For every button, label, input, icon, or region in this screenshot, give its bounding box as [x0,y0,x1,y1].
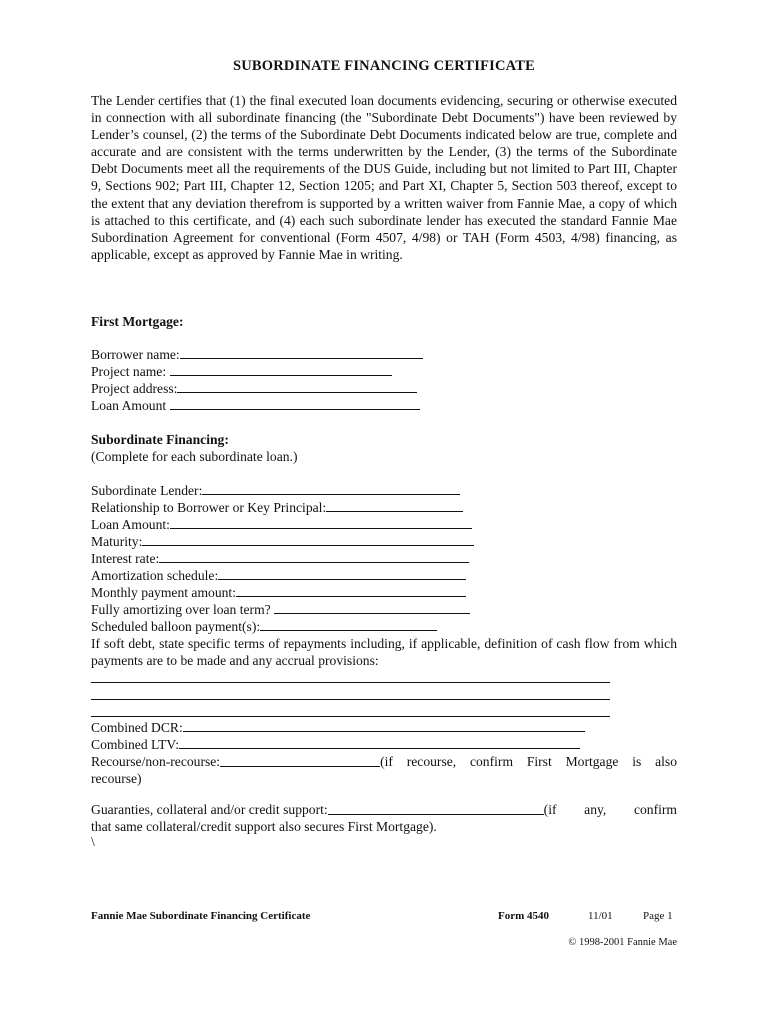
monthly-payment-label: Monthly payment amount: [91,585,236,600]
footer-copyright: © 1998-2001 Fannie Mae [568,937,677,948]
certification-paragraph: The Lender certifies that (1) the final executed loan documents evidencing, securing or otherwise executed in connection with all subordinate financing (the "Subordinate Debt Documents") have been reviewed by Lender’s counsel, (2) the terms of the Subordinate Debt Documents indicated below are true, complete and accurate and are consistent with the terms underwritten by the Lender, (3) the terms of the Subordinate Debt Documents meet all the requirements of the DUS Guide, including but not limited to Part III, Chapter 9, Sections 902; Part III, Chapter 12, Section 1205; and Part XI, Chapter 5, Section 503 thereof, except to the extent that any deviation therefrom is supported by a written waiver from Fannie Mae, a copy of which is attached to this certificate, and (4) each such subordinate lender has executed the standard Fannie Mae Subordination Agreement for conventional (Form 4507, 4/98) or TAH (Form 4503, 4/98) financing, as applicable, except as approved by Fannie Mae in writing. [91,93,677,262]
relationship-row [91,499,463,516]
footer-page-number: Page 1 [643,910,673,922]
soft-debt-answer-line-1[interactable] [91,682,610,683]
recourse-label: Recourse/non-recourse: [91,754,221,769]
relationship-field[interactable] [326,499,463,512]
guaranties-label: Guaranties, collateral and/or credit support: [91,802,328,817]
borrower-name-row [91,346,423,363]
first-loan-amount-row [91,397,420,414]
guaranties-field[interactable] [328,801,544,815]
monthly-payment-row [91,584,466,601]
subordinate-note: (Complete for each subordinate loan.) [91,449,298,464]
monthly-payment-field[interactable] [236,584,466,597]
recourse-block [91,753,677,787]
combined-dcr-row [91,719,585,736]
combined-ltv-label: Combined LTV: [91,737,179,752]
amortization-row [91,567,466,584]
amortization-label: Amortization schedule: [91,568,219,583]
soft-debt-answer-line-3[interactable] [91,716,610,717]
amortization-field[interactable] [218,567,466,580]
maturity-field[interactable] [142,533,474,546]
sub-loan-amount-row [91,516,472,533]
footer-date: 11/01 [588,910,613,922]
combined-ltv-field[interactable] [179,736,580,749]
first-loan-amount-label: Loan Amount [91,398,167,413]
subordinate-lender-field[interactable] [202,482,460,495]
interest-rate-label: Interest rate: [91,551,160,566]
soft-debt-answer-line-2[interactable] [91,699,610,700]
guaranties-note-continued: that same collateral/credit support also secures First Mortgage). [91,819,437,834]
fully-amortizing-row [91,601,470,618]
recourse-note-continued: recourse) [91,771,142,786]
project-address-label: Project address: [91,381,178,396]
combined-dcr-label: Combined DCR: [91,720,183,735]
relationship-label: Relationship to Borrower or Key Principal: [91,500,327,515]
project-address-row [91,380,417,397]
maturity-label: Maturity: [91,534,143,549]
balloon-row [91,618,437,635]
sub-loan-amount-label: Loan Amount: [91,517,170,532]
project-name-field[interactable] [170,363,392,376]
first-mortgage-heading: First Mortgage: [91,314,184,329]
fully-amortizing-field[interactable] [274,601,470,614]
subordinate-lender-row [91,482,460,499]
project-address-field[interactable] [177,380,417,393]
interest-rate-row [91,550,469,567]
document-title: SUBORDINATE FINANCING CERTIFICATE [232,58,536,74]
borrower-name-label: Borrower name: [91,347,180,362]
recourse-note: (if recourse, confirm First Mortgage is also [380,754,677,769]
sub-loan-amount-field[interactable] [170,516,472,529]
interest-rate-field[interactable] [159,550,469,563]
soft-debt-question: If soft debt, state specific terms of repayments including, if applicable, definition of cash flow from which payments are to be made and any accrual provisions: [91,636,677,668]
balloon-field[interactable] [260,618,437,631]
combined-ltv-row [91,736,580,753]
maturity-row [91,533,474,550]
balloon-label: Scheduled balloon payment(s): [91,619,261,634]
first-loan-amount-field[interactable] [170,397,420,410]
subordinate-financing-heading: Subordinate Financing: [91,432,229,447]
guaranties-note: (if any, confirm [543,802,677,817]
guaranties-block [91,801,677,835]
borrower-name-field[interactable] [180,346,423,359]
combined-dcr-field[interactable] [183,719,585,732]
project-name-row [91,363,392,380]
stray-mark: \ [91,834,95,849]
footer-document-name: Fannie Mae Subordinate Financing Certificate [91,910,311,922]
project-name-label: Project name: [91,364,167,379]
recourse-field[interactable] [220,753,380,767]
subordinate-lender-label: Subordinate Lender: [91,483,203,498]
footer-form-number: Form 4540 [498,910,550,922]
fully-amortizing-label: Fully amortizing over loan term? [91,602,271,617]
